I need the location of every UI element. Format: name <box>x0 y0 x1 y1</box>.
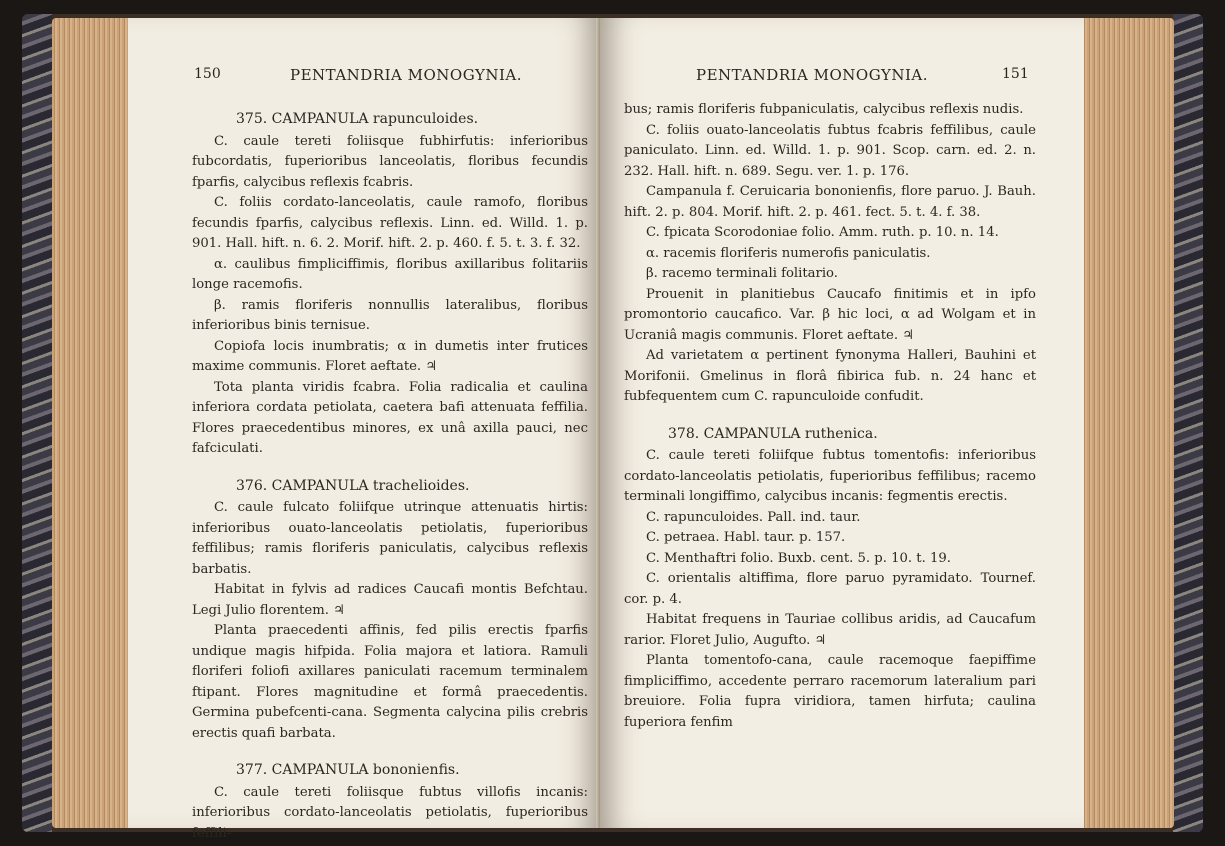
paragraph: bus; ramis floriferis fubpaniculatis, calycibus reflexis nudis. <box>624 102 1024 117</box>
left-page <box>128 18 600 841</box>
paragraph: C. caule tereti foliisque fubhirfutis: inferioribus fubcordatis, fuperioribus lanceolatis, floribus fecundis fparfis, calycibus reflexis fcabris. <box>192 133 588 190</box>
left-running-head: PENTANDRIA MONOGYNIA. <box>290 66 523 84</box>
paragraph: C. Menthaftri folio. Buxb. cent. 5. p. 10. t. 19. <box>646 550 951 566</box>
paragraph: Planta tomentofo-cana, caule racemoque faepiffime fimpliciffimo, accedente perraro racemorum lateralium pari breuiore. Folia fupra viridiora, tamen hirfuta; caulina fuperiora fenfim <box>624 653 1036 730</box>
paragraph: α. caulibus fimpliciffimis, floribus axillaribus folitariis longe racemofis. <box>192 256 588 292</box>
right-page-edges <box>1082 18 1174 828</box>
paragraph: C. fpicata Scorodoniae folio. Amm. ruth. p. 10. n. 14. <box>646 225 999 240</box>
paragraph: C. petraea. Habl. taur. p. 157. <box>646 530 846 545</box>
right-page-text <box>624 100 1036 733</box>
species-heading: 377. CAMPANULA bononienfis. <box>236 762 460 778</box>
paragraph: C. foliis ouato-lanceolatis fubtus fcabris feffilibus, caule paniculato. Linn. ed. Willd. 1. p. 901. Scop. carn. ed. 2. n. 232. Hall. hift. n. 689. Segu. ver. 1. p. 176. <box>624 122 1036 179</box>
paragraph: Copiofa locis inumbratis; α in dumetis inter frutices maxime communis. Floret aeftate. ♃ <box>192 338 588 374</box>
paragraph: Tota planta viridis fcabra. Folia radicalia et caulina inferiora cordata petiolata, caetera bafi attenuata feffilia. Flores praecedentibus minores, ex unâ axilla pauci, nec fafciculati. <box>192 379 588 456</box>
paragraph: Planta praecedenti affinis, fed pilis erectis fparfis undique magis hifpida. Folia majora et latiora. Ramuli floriferi foliofi axillares paniculati racemum terminalem ftipant. Flores magnitudine et formâ praecedentis. Germina pubefcenti-cana. Segmenta calycina pilis crebris erectis quafi barbata. <box>192 623 588 741</box>
paragraph: C. foliis cordato-lanceolatis, caule ramofo, floribus fecundis fparfis, calycibus reflexis. Linn. ed. Willd. 1. p. 901. Hall. hift. n. 6. 2. Morif. hift. 2. p. 460. f. 5. t. 3. f. 32. <box>192 195 588 251</box>
paragraph: Campanula f. Ceruicaria bononienfis, flore paruo. J. Bauh. hift. 2. p. 804. Morif. hift. 2. p. 461. fect. 5. t. 4. f. 38. <box>624 184 1036 220</box>
paragraph: Ad varietatem α pertinent fynonyma Halleri, Bauhini et Morifonii. Gmelinus in florâ fibirica fub. n. 24 hanc et fubfequentem cum C. rapunculoide confudit. <box>624 348 1036 404</box>
paragraph: β. ramis floriferis nonnullis lateralibus, floribus inferioribus binis ternisue. <box>192 297 588 333</box>
paragraph: C. caule tereti foliifque fubtus tomentofis: inferioribus cordato-lanceolatis petiolatis, fuperioribus feffilibus; racemo terminali longiffimo, calycibus incanis: fegmentis erectis. <box>624 448 1036 504</box>
right-cover-marbled <box>1173 14 1203 832</box>
left-cover-marbled <box>22 14 52 832</box>
paragraph: β. racemo terminali folitario. <box>646 266 838 281</box>
right-running-head: PENTANDRIA MONOGYNIA. <box>696 66 929 84</box>
paragraph: Prouenit in planitiebus Caucafo finitimis et in ipfo promontorio caucafico. Var. β hic loci, α ad Wolgam et in Ucraniâ magis communis. Floret aeftate. ♃ <box>624 286 1036 343</box>
paragraph: Habitat in fylvis ad radices Caucafi montis Befchtau. Legi Julio florentem. ♃ <box>192 582 588 618</box>
left-page-edges <box>52 18 130 828</box>
left-page-text <box>192 100 588 844</box>
species-heading: 378. CAMPANULA ruthenica. <box>668 425 878 442</box>
paragraph: C. caule tereti foliisque fubtus villofis incanis: inferioribus cordato-lanceolatis petiolatis, fuperioribus feffili- <box>192 784 588 841</box>
paragraph: C. orientalis altiffima, flore paruo pyramidato. Tournef. cor. p. 4. <box>624 571 1036 607</box>
right-page <box>600 18 1084 828</box>
right-page-number: 151 <box>1002 66 1029 82</box>
paragraph: C. caule fulcato foliifque utrinque attenuatis hirtis: inferioribus ouato-lanceolatis petiolatis, fuperioribus feffilibus; ramis floriferis paniculatis, calycibus reflexis barbatis. <box>192 500 588 577</box>
paragraph: α. racemis floriferis numerofis paniculatis. <box>646 245 931 261</box>
paragraph: C. rapunculoides. Pall. ind. taur. <box>646 509 861 525</box>
species-heading: 375. CAMPANULA rapunculoides. <box>236 111 479 127</box>
species-heading: 376. CAMPANULA trachelioides. <box>236 477 470 494</box>
left-page-number: 150 <box>194 66 221 82</box>
paragraph: Habitat frequens in Tauriae collibus aridis, ad Caucafum rarior. Floret Julio, Augufto. ♃ <box>624 612 1036 648</box>
